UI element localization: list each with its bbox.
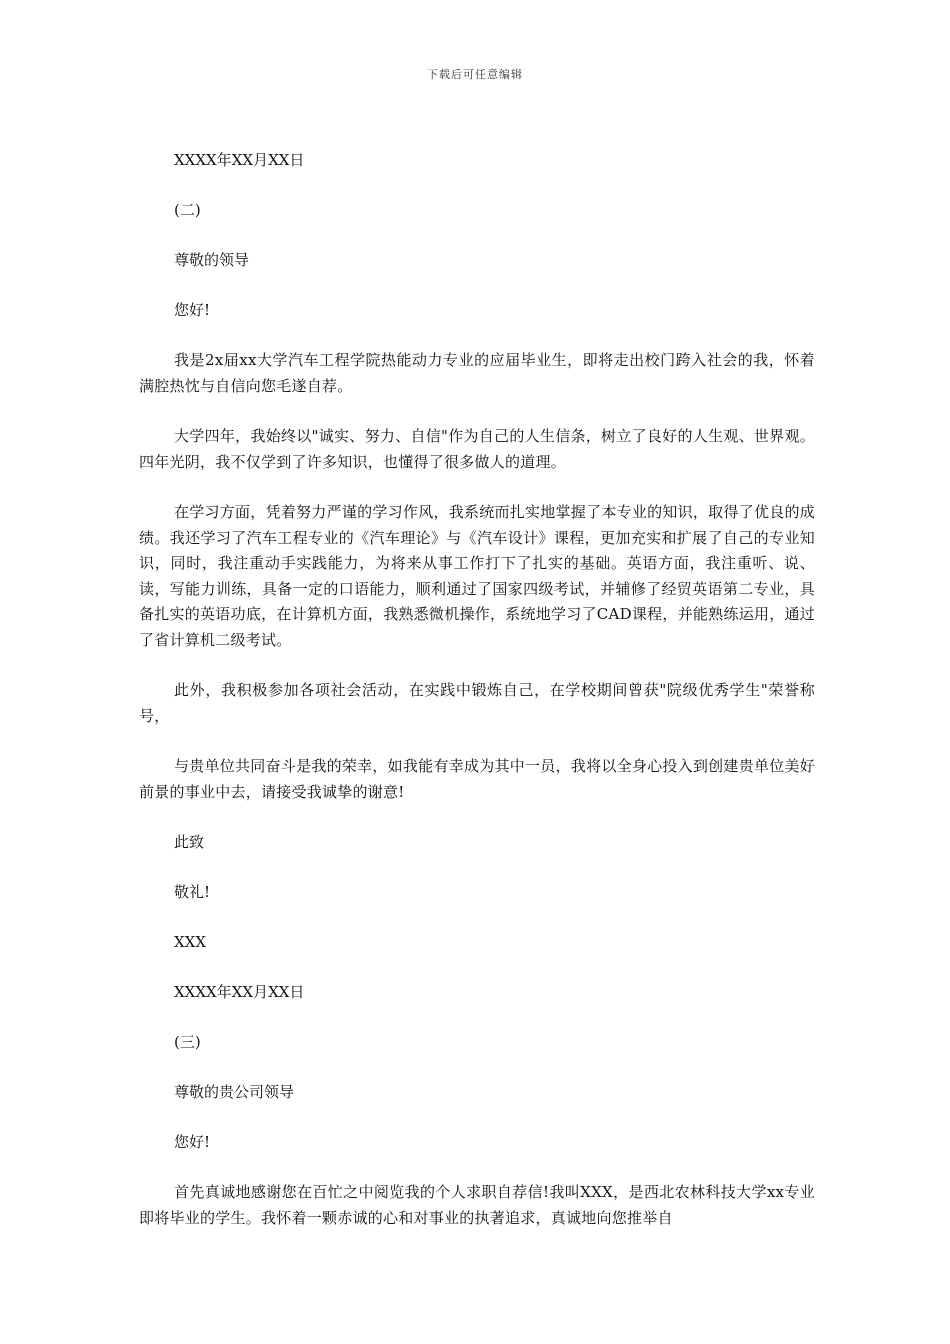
paragraph-study: 在学习方面，凭着努力严谨的学习作风，我系统而扎实地掌握了本专业的知识，取得了优良的成绩。我还学习了汽车工程专业的《汽车理论》与《汽车设计》课程，更加充实和扩展了自己的专业知识，同时，我注重动手实践能力，为将来从事工作打下了扎实的基础。英语方面，我注重听、说、读，写能力训练，具备一定的口语能力，顺利通过了国家四级考试，并辅修了经贸英语第二专业，具备扎实的英语功底，在计算机方面，我熟悉微机操作，系统地学习了CAD课程，并能熟练运用，通过了省计算机二级考试。: [139, 503, 815, 649]
closing-salute: 敬礼!: [174, 883, 211, 901]
paragraph-university: 大学四年，我始终以"诚实、努力、自信"作为自己的人生信条，树立了良好的人生观、世界观。四年光阴，我不仅学到了许多知识，也懂得了很多做人的道理。: [139, 427, 815, 471]
letter-body: [139, 148, 815, 1256]
section-heading-3: (三): [174, 1033, 201, 1051]
signature: XXX: [174, 933, 207, 951]
salutation: 尊敬的贵公司领导: [174, 1083, 295, 1101]
date-line: XXXX年XX月XX日: [174, 983, 305, 1001]
header-note: 下载后可任意编辑: [427, 68, 523, 81]
greeting: 您好!: [174, 301, 211, 319]
paragraph-thanks: 首先真诚地感谢您在百忙之中阅览我的个人求职自荐信!我叫XXX，是西北农林科技大学xx专业即将毕业的学生。我怀着一颗赤诚的心和对事业的执著追求，真诚地向您推举自: [139, 1183, 815, 1227]
section-heading-2: (二): [174, 201, 201, 219]
date-line: XXXX年XX月XX日: [174, 151, 305, 169]
greeting: 您好!: [174, 1133, 211, 1151]
paragraph-activities: 此外，我积极参加各项社会活动，在实践中锻炼自己，在学校期间曾获"院级优秀学生"荣誉称号，: [139, 681, 815, 725]
closing-phrase: 此致: [174, 833, 205, 851]
paragraph-intro: 我是2x届xx大学汽车工程学院热能动力专业的应届毕业生，即将走出校门跨入社会的我，怀着满腔热忱与自信向您毛遂自荐。: [139, 351, 815, 395]
salutation: 尊敬的领导: [174, 251, 250, 269]
paragraph-closing: 与贵单位共同奋斗是我的荣幸，如我能有幸成为其中一员，我将以全身心投入到创建贵单位美好前景的事业中去，请接受我诚挚的谢意!: [139, 757, 815, 801]
